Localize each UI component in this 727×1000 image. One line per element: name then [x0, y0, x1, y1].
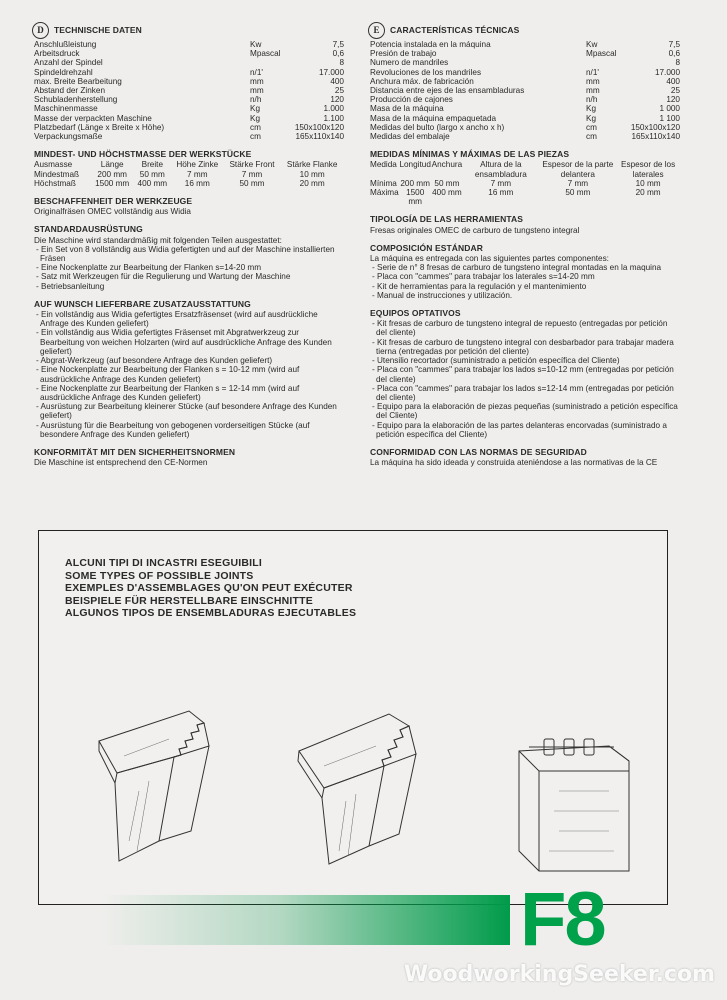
spec-row	[34, 86, 344, 95]
watermark: WoodworkingSeeker.com	[403, 962, 715, 987]
spec-value: 120	[666, 95, 680, 105]
spec-row	[34, 68, 344, 77]
min-max-cell: 200 mm	[400, 178, 430, 188]
section-tools-de	[34, 197, 344, 216]
section-standard-de	[34, 225, 344, 290]
list-item: - Placa con "cammes" para trabajar los lados s=12-14 mm (entregadas por petición del cliente)	[372, 383, 674, 402]
min-max-header-cell: Stärke Front	[229, 160, 275, 170]
min-max-cell: 7 mm	[567, 178, 589, 188]
heading-tools-es: TIPOLOGÍA DE LAS HERRAMIENTAS	[370, 214, 524, 225]
section-conformity-es	[370, 448, 680, 467]
spec-row	[34, 40, 344, 49]
section-tools-es	[370, 215, 680, 234]
standard-list-de	[34, 245, 344, 291]
list-item: - Utensilio recortador (suministrado a petición específica del Cliente)	[372, 356, 620, 366]
spec-label: Platzbedarf (Länge x Breite x Höhe)	[34, 122, 165, 132]
list-item: - Ein Set von 8 vollständig aus Widia gefertigten und auf der Maschine installierten Fräsen	[36, 244, 335, 264]
language-badge-es: E	[368, 22, 385, 39]
tools-text-de: Originalfräsen OMEC vollständig aus Widia	[34, 207, 191, 217]
spec-value: 1 100	[659, 113, 680, 123]
list-item: - Kit fresas de carburo de tungsteno integral de repuesto (entregadas por petición del cliente)	[372, 319, 668, 338]
logo-gradient-bar	[0, 895, 510, 945]
min-max-header-row	[370, 160, 680, 178]
spec-label: Masa de la máquina empaquetada	[370, 113, 497, 123]
spec-value: 25	[334, 86, 344, 96]
spec-unit: Kw	[586, 40, 598, 49]
min-max-cell: Mínima	[370, 178, 397, 188]
min-max-header-cell: Breite	[141, 160, 163, 170]
spec-label: Maschinenmasse	[34, 104, 98, 114]
min-max-header-cell: Longitud	[399, 160, 431, 170]
spec-label: Anchura máx. de fabricación	[370, 76, 474, 86]
tools-text-es: Fresas originales OMEC de carburo de tungsteno integral	[370, 225, 580, 235]
min-max-header-cell: Espesor de la parte delantera	[542, 160, 614, 179]
spec-row	[370, 68, 680, 77]
min-max-header-cell: Stärke Flanke	[286, 160, 338, 170]
min-max-cell: 20 mm	[299, 178, 325, 188]
heading-technical-data-de: TECHNISCHE DATEN	[54, 24, 142, 35]
heading-min-max-de: MINDEST- UND HÖCHSTMASSE DER WERKSTÜCKE	[34, 149, 252, 160]
heading-standard-es: COMPOSICIÓN ESTÁNDAR	[370, 242, 483, 253]
german-column	[34, 22, 344, 467]
spec-label: Abstand der Zinken	[34, 86, 106, 96]
spec-row	[34, 77, 344, 86]
spec-value: 8	[675, 58, 680, 68]
spec-unit: mm	[586, 86, 600, 96]
min-max-table-de	[34, 160, 344, 188]
min-max-cell: Mindestmaß	[34, 169, 80, 179]
spec-label: Anzahl der Spindel	[34, 58, 103, 68]
min-max-cell: 50 mm	[434, 178, 460, 188]
min-max-cell: 400 mm	[432, 188, 462, 198]
model-logo: F8	[520, 877, 605, 962]
spec-unit: Mpascal	[250, 49, 281, 59]
joints-panel	[38, 530, 668, 905]
spec-unit: Kg	[250, 104, 261, 114]
list-item: - Eine Nockenplatte zur Bearbeitung der Flanken s = 12-14 mm (wird auf ausdrückliche Anfrage des Kunden geliefert)	[36, 383, 300, 402]
section-technical-data-es	[370, 22, 680, 39]
min-max-header-row	[34, 160, 344, 169]
standard-list-es	[370, 263, 680, 300]
joints-title-de: BEISPIELE FÜR HERSTELLBARE EINSCHNITTE	[65, 594, 313, 607]
list-item: - Satz mit Werkzeugen für die Regulierung und Wartung der Maschine	[36, 272, 291, 282]
dovetail-joint-1-illustration	[79, 701, 249, 871]
spec-unit: Kg	[586, 113, 597, 123]
spec-unit: n/h	[586, 95, 598, 105]
spec-value: 1.100	[323, 113, 344, 123]
spec-label: Schubladenherstellung	[34, 95, 118, 105]
spec-unit: cm	[586, 132, 597, 142]
section-technical-data-de	[34, 22, 344, 39]
spec-value: 0,6	[332, 49, 344, 59]
spec-label: Producción de cajones	[370, 95, 453, 105]
min-max-cell: 10 mm	[299, 169, 325, 179]
min-max-header-cell: Medida	[370, 160, 397, 170]
min-max-header-cell: Höhe Zinke	[176, 160, 219, 170]
conformity-text-es: La máquina ha sido ideada y construida ateniéndose a las normativas de la CE	[370, 458, 658, 468]
min-max-cell: 7 mm	[490, 178, 512, 188]
spec-unit: n/1'	[586, 67, 599, 77]
list-item: - Placa con "cammes" para trabajar los lados s=10-12 mm (entregadas por petición del cliente)	[372, 365, 674, 384]
list-item: - Equipo para la elaboración de piezas pequeñas (suministrado a petición específica del Cliente)	[372, 402, 678, 421]
spec-label: max. Breite Bearbeitung	[34, 76, 122, 86]
min-max-row	[34, 170, 344, 179]
min-max-cell: 20 mm	[635, 188, 661, 198]
min-max-row	[34, 179, 344, 188]
spec-label: Masa de la máquina	[370, 104, 444, 114]
spec-value: 0,6	[668, 49, 680, 59]
spec-value: 150x100x120	[630, 122, 680, 132]
spec-unit: cm	[586, 122, 597, 132]
list-item: - Kit fresas de carburo de tungsteno integral con desbarbador para trabajar madera tierna (entregadas por petición del cliente)	[372, 337, 674, 356]
section-standard-es	[370, 244, 680, 300]
list-item: - Manual de instrucciones y utilización.	[372, 290, 513, 300]
spec-label: Revoluciones de los mandriles	[370, 67, 482, 77]
spec-label: Verpackungsmaße	[34, 132, 103, 142]
standard-intro-de: Die Maschine wird standardmäßig mit folgenden Teilen ausgestattet:	[34, 235, 282, 245]
min-max-header-cell: Espesor de los laterales	[621, 160, 676, 179]
spec-label: Spindeldrehzahl	[34, 67, 93, 77]
spec-label: Medidas del bulto (largo x ancho x h)	[370, 122, 505, 132]
min-max-header-cell: Altura de la ensambladura	[474, 160, 527, 179]
spec-unit: Kg	[250, 113, 261, 123]
spec-row	[34, 123, 344, 132]
section-optional-es	[370, 309, 680, 439]
spec-value: 120	[330, 95, 344, 105]
drawer-front-joint-illustration	[509, 721, 649, 881]
spec-unit: n/h	[250, 95, 262, 105]
spec-value: 8	[339, 58, 344, 68]
joints-title-es: ALGUNOS TIPOS DE ENSEMBLADURAS EJECUTABLES	[65, 607, 357, 619]
list-item: - Serie de n° 8 fresas de carburo de tungsteno integral montadas en la maquina	[372, 263, 662, 273]
min-max-cell: Höchstmaß	[34, 178, 76, 188]
heading-optional-es: EQUIPOS OPTATIVOS	[370, 308, 461, 319]
heading-tools-de: BESCHAFFENHEIT DER WERKZEUGE	[34, 196, 193, 207]
spec-value: 1.000	[323, 104, 344, 114]
list-item: - Eine Nockenplatte zur Bearbeitung der Flanken s = 10-12 mm (wird auf ausdrückliche Anfrage des Kunden geliefert)	[36, 365, 300, 384]
spec-label: Medidas del embalaje	[370, 132, 450, 142]
joints-titles	[65, 557, 356, 620]
spec-unit: mm	[586, 76, 600, 86]
spec-row	[370, 123, 680, 132]
spec-unit: n/1'	[250, 67, 263, 77]
min-max-cell: 7 mm	[187, 169, 208, 179]
list-item: - Betriebsanleitung	[36, 281, 105, 291]
spec-value: 1 000	[659, 104, 680, 114]
spec-unit: Kw	[250, 40, 262, 49]
spec-value: 17.000	[654, 67, 680, 77]
spec-value: 7,5	[668, 40, 680, 49]
heading-conformity-de: KONFORMITÄT MIT DEN SICHERHEITSNORMEN	[34, 446, 236, 457]
min-max-cell: 10 mm	[635, 178, 661, 188]
min-max-cell: 1500 mm	[406, 188, 425, 207]
heading-conformity-es: CONFORMIDAD CON LAS NORMAS DE SEGURIDAD	[370, 446, 587, 457]
list-item: - Kit de herramientas para la regulación y el mantenimiento	[372, 281, 587, 291]
list-item: - Ausrüstung für die Bearbeitung von gebogenen vorderseitigen Stücke (auf besondere Anfrage des Kunden geliefert)	[36, 420, 310, 439]
min-max-row	[370, 179, 680, 188]
conformity-text-de: Die Maschine ist entsprechend den CE-Normen	[34, 458, 208, 468]
spec-row	[370, 40, 680, 49]
min-max-cell: 400 mm	[137, 178, 168, 188]
min-max-cell: 1500 mm	[95, 178, 130, 188]
spec-row	[370, 58, 680, 67]
spec-unit: cm	[250, 122, 261, 132]
spec-label: Distancia entre ejes de las ensambladuras	[370, 86, 525, 96]
spec-value: 150x100x120	[294, 122, 344, 132]
spec-label: Masse der verpackten Maschine	[34, 113, 152, 123]
min-max-cell: Máxima	[370, 188, 399, 198]
list-item: - Equipo para la elaboración de las partes delanteras encorvadas (suministrado a petición específica del Cliente)	[372, 420, 667, 439]
spec-row	[34, 132, 344, 141]
list-item: - Abgrat-Werkzeug (auf besondere Anfrage des Kunden geliefert)	[36, 356, 273, 366]
spec-row	[370, 104, 680, 113]
language-badge-de: D	[32, 22, 49, 39]
min-max-cell: 50 mm	[239, 178, 265, 188]
min-max-cell: 7 mm	[241, 169, 263, 179]
min-max-cell: 16 mm	[184, 178, 210, 188]
spec-row	[34, 49, 344, 58]
spec-value: 400	[666, 76, 680, 86]
list-item: - Ein vollständig aus Widia gefertigtes Fräsenset mit Abgratwerkzeug zur Bearbeitung von weichen Holzarten (wird auf ausdrückliche Anfrage des Kunden geliefert)	[36, 328, 332, 356]
spec-row	[370, 86, 680, 95]
spanish-column	[370, 22, 680, 467]
section-optional-de	[34, 300, 344, 439]
spec-row	[34, 58, 344, 67]
spec-row	[370, 95, 680, 104]
spec-label: Arbeitsdruck	[34, 49, 80, 59]
spec-value: 165x110x140	[295, 132, 344, 142]
spec-row	[370, 77, 680, 86]
heading-technical-data-es: CARACTERÍSTICAS TÉCNICAS	[390, 24, 520, 35]
min-max-cell: 50 mm	[565, 188, 591, 198]
optional-list-de	[34, 310, 344, 439]
min-max-header-cell: Anchura	[431, 160, 463, 170]
spec-row	[370, 114, 680, 123]
spec-unit	[250, 58, 292, 67]
spec-row	[34, 104, 344, 113]
joints-title-it: ALCUNI TIPI DI INCASTRI ESEGUIBILI	[65, 557, 262, 569]
spec-unit: mm	[250, 76, 264, 86]
section-min-max-de	[34, 150, 344, 188]
min-max-table-es	[370, 160, 680, 206]
spec-unit	[586, 58, 628, 67]
spec-label: Anschlußleistung	[34, 40, 97, 49]
spec-row	[34, 114, 344, 123]
optional-list-es	[370, 319, 680, 439]
min-max-cell: 50 mm	[139, 169, 165, 179]
standard-intro-es: La máquina es entregada con las siguientes partes componentes:	[370, 254, 609, 264]
spec-row	[34, 95, 344, 104]
heading-standard-de: STANDARDAUSRÜSTUNG	[34, 224, 143, 235]
section-min-max-es	[370, 150, 680, 206]
spec-label: Potencia instalada en la máquina	[370, 40, 491, 49]
spec-value: 25	[670, 86, 680, 96]
list-item: - Ausrüstung zur Bearbeitung kleinerer Stücke (auf besondere Anfrage des Kunden geliefert)	[36, 402, 337, 421]
min-max-header-cell: Länge	[100, 160, 124, 170]
heading-optional-de: AUF WUNSCH LIEFERBARE ZUSATZAUSSTATTUNG	[34, 298, 251, 309]
spec-table-es	[370, 40, 680, 141]
spec-unit: mm	[250, 86, 264, 96]
min-max-cell: 16 mm	[488, 188, 514, 198]
spec-unit: Mpascal	[586, 49, 617, 59]
joints-title-fr: EXEMPLES D'ASSEMBLAGES QU'ON PEUT EXÉCUTER	[65, 582, 353, 594]
spec-value: 165x110x140	[631, 132, 680, 142]
min-max-row	[370, 188, 680, 206]
min-max-header-cell: Ausmasse	[34, 160, 73, 170]
spec-table-de	[34, 40, 344, 141]
list-item: - Ein vollständig aus Widia gefertigtes Ersatzfräsenset (wird auf ausdrückliche Anfrage des Kunden geliefert)	[36, 310, 318, 329]
spec-label: Presión de trabajo	[370, 49, 437, 59]
spec-unit: cm	[250, 132, 261, 142]
list-item: - Placa con "cammes" para trabajar los laterales s=14-20 mm	[372, 272, 595, 282]
spec-unit: Kg	[586, 104, 597, 114]
spec-label: Numero de mandriles	[370, 58, 449, 68]
spec-value: 400	[330, 76, 344, 86]
spec-value: 7,5	[332, 40, 344, 49]
section-conformity-de	[34, 448, 344, 467]
list-item: - Eine Nockenplatte zur Bearbeitung der Flanken s=14-20 mm	[36, 263, 262, 273]
spec-value: 17.000	[318, 67, 344, 77]
heading-min-max-es: MEDIDAS MÍNIMAS Y MÁXIMAS DE LAS PIEZAS	[370, 149, 570, 160]
min-max-cell: 200 mm	[97, 169, 127, 179]
dovetail-joint-2-illustration	[284, 706, 454, 871]
spec-row	[370, 132, 680, 141]
joints-title-en: SOME TYPES OF POSSIBLE JOINTS	[65, 569, 254, 582]
spec-row	[370, 49, 680, 58]
